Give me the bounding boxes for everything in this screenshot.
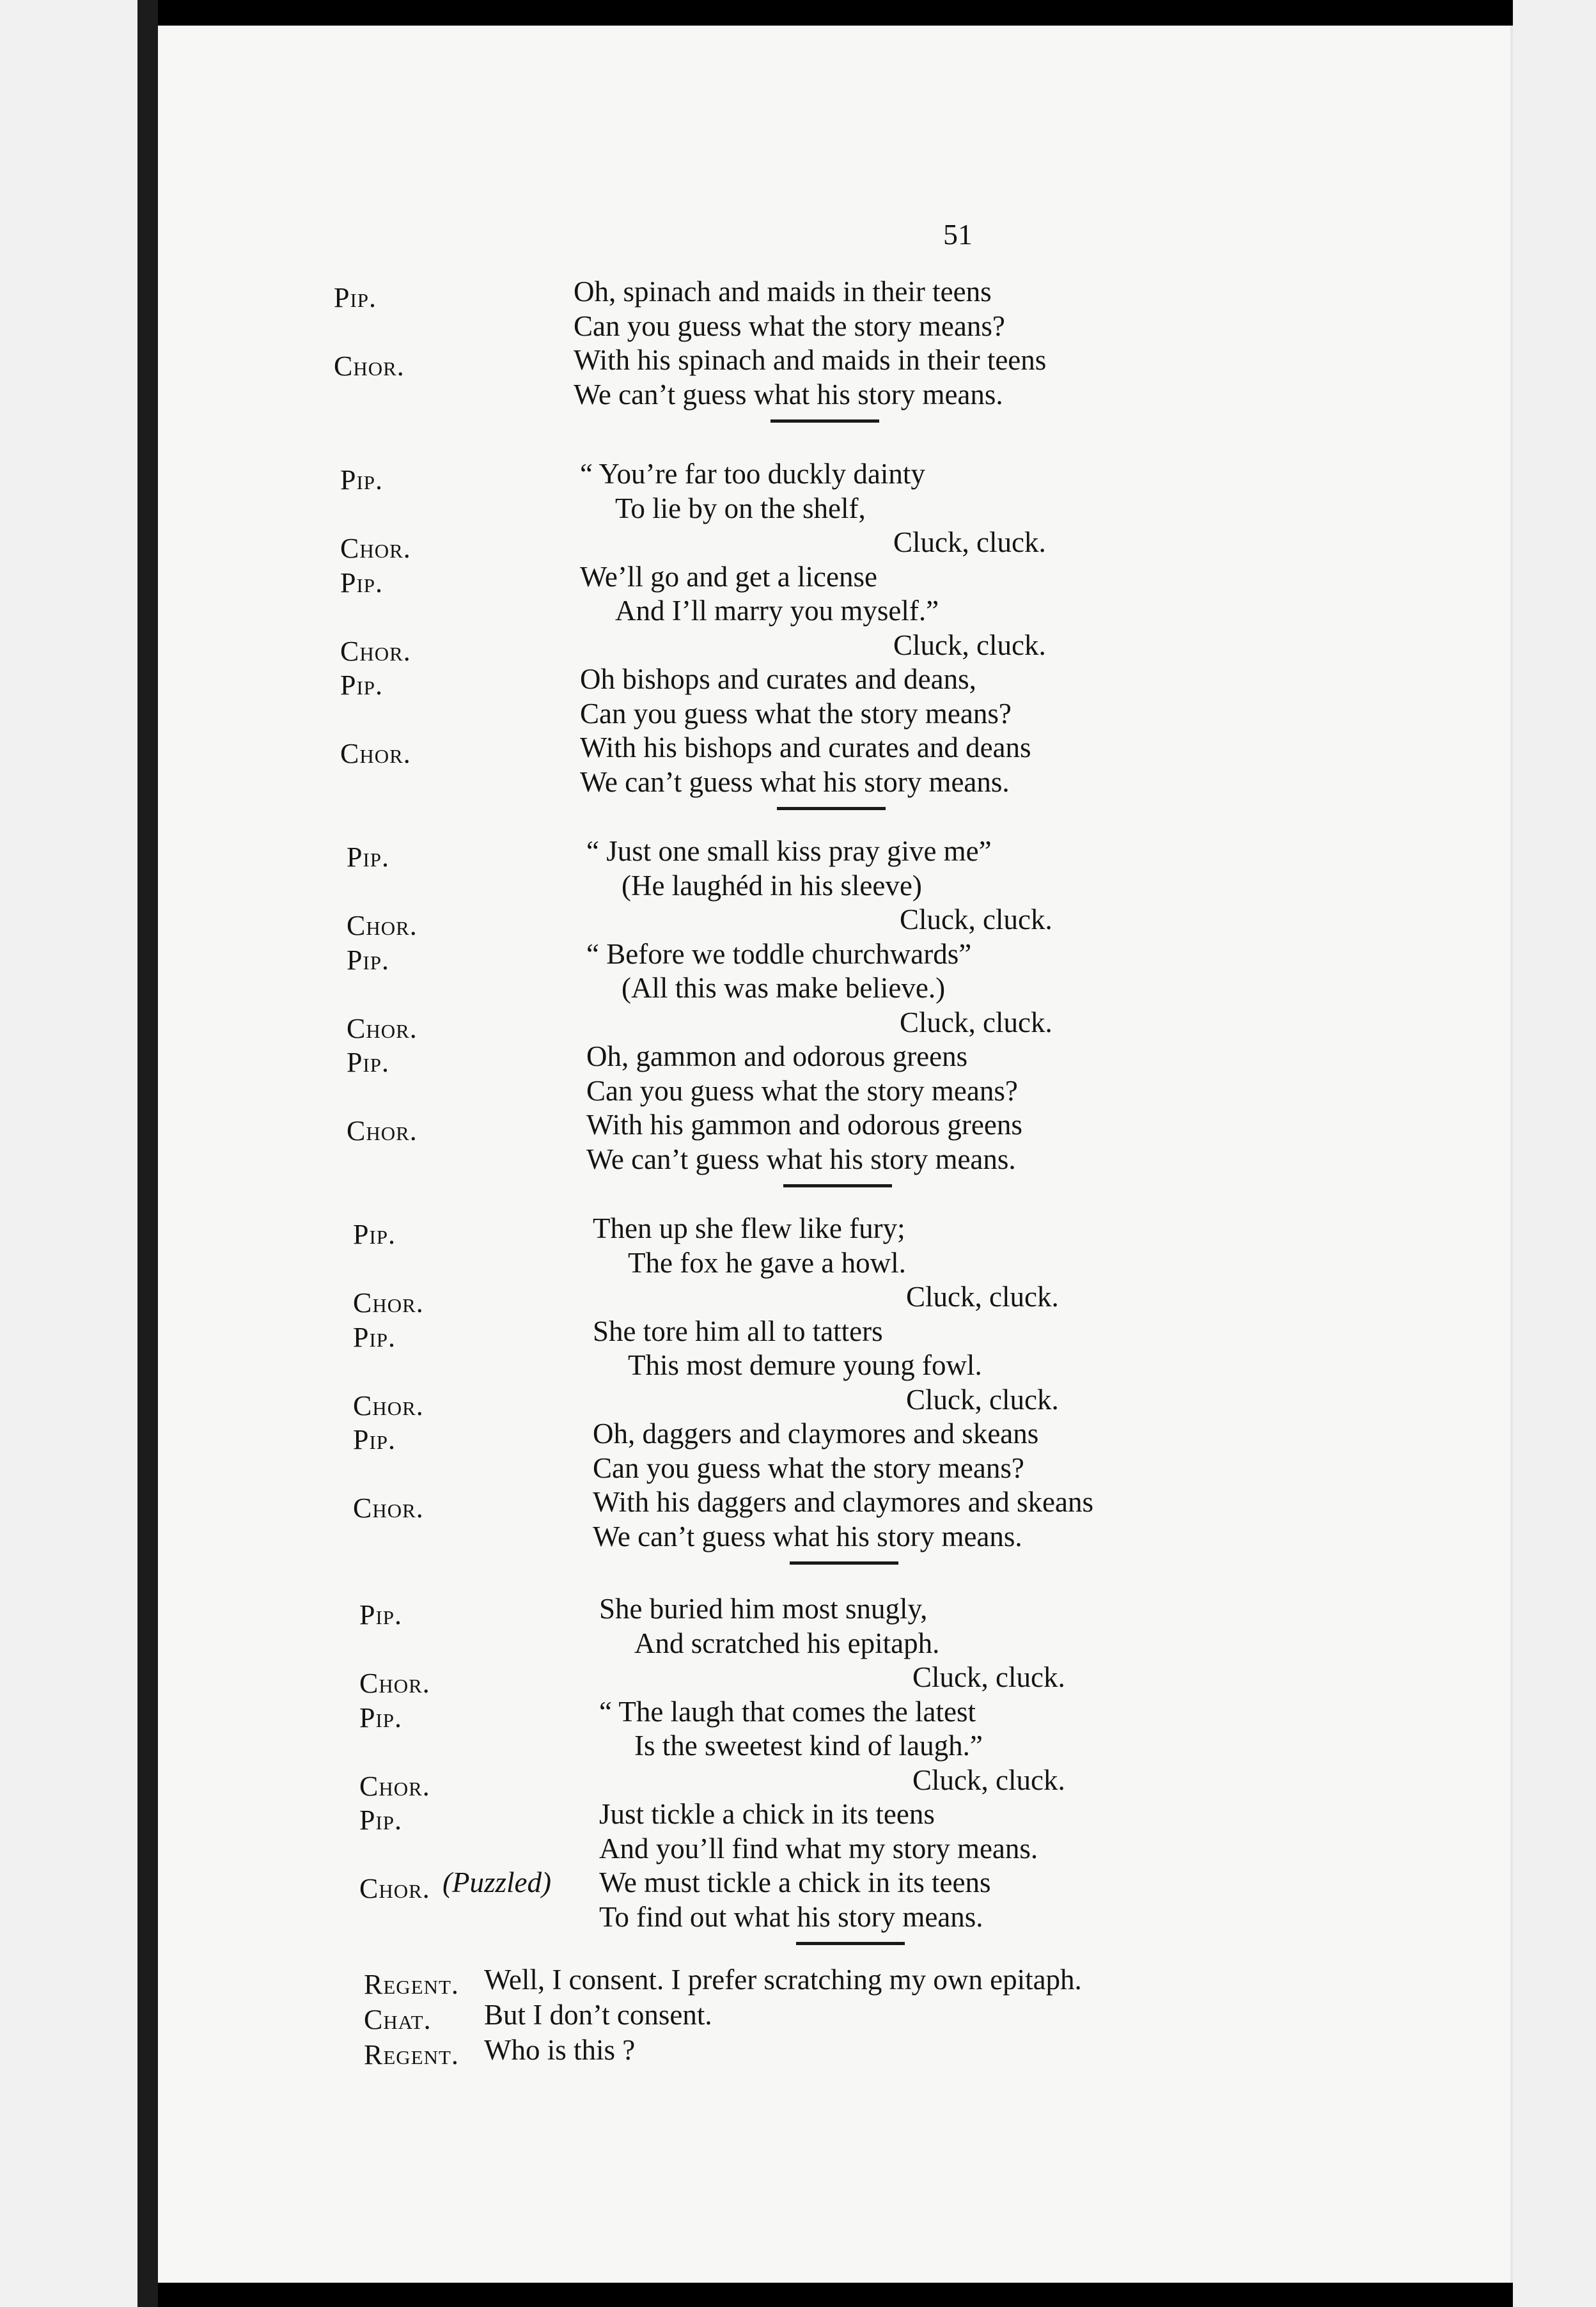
- verse-line: Can you guess what the story means?: [574, 309, 1005, 342]
- speaker-label: Chor.: [359, 1668, 430, 1699]
- verse-line: Cluck, cluck.: [906, 1281, 1059, 1313]
- stanza-divider: [771, 419, 879, 423]
- verse-line: Cluck, cluck.: [912, 1661, 1065, 1693]
- verse-line: To find out what his story means.: [599, 1900, 983, 1933]
- speaker-label: Pip.: [347, 944, 390, 976]
- speaker-label: Chor.: [340, 738, 411, 769]
- verse-line: To lie by on the shelf,: [615, 492, 866, 524]
- speaker-label: Pip.: [340, 464, 384, 496]
- stanza-divider: [777, 807, 886, 810]
- speaker-label: Pip.: [353, 1321, 396, 1353]
- verse-line: “ You’re far too duckly dainty: [580, 458, 925, 490]
- book-spine: [137, 0, 158, 2307]
- verse-line: With his bishops and curates and deans: [580, 731, 1031, 763]
- dialogue-line: Well, I consent. I prefer scratching my own epitaph.: [484, 1964, 1082, 1996]
- speaker-label: Pip.: [347, 841, 390, 873]
- verse-line: We must tickle a chick in its teens: [599, 1866, 991, 1898]
- stanza-divider: [796, 1942, 905, 1945]
- speaker-label: Regent.: [364, 1969, 459, 2000]
- verse-line: This most demure young fowl.: [628, 1349, 982, 1381]
- speaker-label: Chor.: [347, 1115, 418, 1146]
- verse-line: We can’t guess what his story means.: [574, 378, 1003, 411]
- verse-line: We’ll go and get a license: [580, 560, 877, 593]
- verse-line: Then up she flew like fury;: [593, 1212, 905, 1244]
- page-edge: [1513, 0, 1596, 2307]
- verse-line: (He laughéd in his sleeve): [622, 869, 922, 902]
- verse-line: (All this was make believe.): [622, 972, 946, 1004]
- verse-line: Cluck, cluck.: [893, 629, 1046, 661]
- verse-line: “ Just one small kiss pray give me”: [586, 835, 992, 867]
- verse-line: Cluck, cluck.: [906, 1383, 1059, 1416]
- speaker-label: Pip.: [347, 1047, 390, 1078]
- speaker-label: Chor.: [347, 910, 418, 941]
- verse-line: She tore him all to tatters: [593, 1315, 883, 1347]
- page-number: 51: [943, 218, 973, 251]
- verse-line: We can’t guess what his story means.: [580, 765, 1010, 798]
- speaker-label: Pip.: [340, 567, 384, 598]
- speaker-label: Chor.: [340, 635, 411, 667]
- speaker-label: Chor.: [353, 1287, 424, 1318]
- verse-line: “ The laugh that comes the latest: [599, 1695, 976, 1728]
- verse-line: Can you guess what the story means?: [580, 697, 1012, 730]
- verse-line: We can’t guess what his story means.: [593, 1520, 1022, 1552]
- verse-line: We can’t guess what his story means.: [586, 1143, 1016, 1175]
- verse-line: Oh, spinach and maids in their teens: [574, 276, 992, 308]
- stanza-divider: [783, 1184, 892, 1187]
- speaker-label: Chat.: [364, 2004, 432, 2035]
- verse-line: Just tickle a chick in its teens: [599, 1798, 935, 1830]
- speaker-label: Regent.: [364, 2039, 459, 2070]
- speaker-label: Pip.: [359, 1804, 403, 1836]
- speaker-label: Chor.: [347, 1012, 418, 1044]
- dialogue-line: Who is this ?: [484, 2034, 636, 2066]
- verse-line: With his gammon and odorous greens: [586, 1109, 1022, 1141]
- speaker-label: Chor.: [340, 533, 411, 564]
- verse-line: Oh, gammon and odorous greens: [586, 1040, 968, 1072]
- verse-line: With his spinach and maids in their teens: [574, 344, 1047, 376]
- verse-line: Cluck, cluck.: [912, 1763, 1065, 1796]
- verse-line: Cluck, cluck.: [900, 1006, 1052, 1038]
- verse-line: Cluck, cluck.: [893, 526, 1046, 558]
- speaker-label: Pip.: [353, 1219, 396, 1250]
- verse-line: Oh bishops and curates and deans,: [580, 663, 976, 695]
- verse-line: And you’ll find what my story means.: [599, 1832, 1038, 1865]
- verse-line: Oh, daggers and claymores and skeans: [593, 1418, 1039, 1450]
- speaker-label: Pip.: [334, 282, 377, 313]
- facing-page: [0, 0, 137, 2307]
- speaker-label: Chor.: [359, 1873, 430, 1904]
- verse-line: And scratched his epitaph.: [634, 1627, 940, 1659]
- verse-line: With his daggers and claymores and skeans: [593, 1486, 1093, 1518]
- stanza-divider: [790, 1561, 898, 1565]
- speaker-label: Pip.: [340, 669, 384, 701]
- speaker-label: Chor.: [353, 1389, 424, 1421]
- speaker-label: Chor.: [359, 1770, 430, 1802]
- stage-direction: (Puzzled): [442, 1866, 551, 1898]
- verse-line: Is the sweetest kind of laugh.”: [634, 1730, 983, 1762]
- verse-line: She buried him most snugly,: [599, 1593, 928, 1625]
- verse-line: Can you guess what the story means?: [586, 1074, 1018, 1107]
- speaker-label: Chor.: [334, 350, 405, 382]
- speaker-label: Chor.: [353, 1492, 424, 1524]
- verse-line: Cluck, cluck.: [900, 903, 1052, 935]
- verse-line: Can you guess what the story means?: [593, 1451, 1024, 1484]
- book-page: [158, 26, 1513, 2283]
- verse-line: And I’ll marry you myself.”: [615, 595, 939, 627]
- speaker-label: Pip.: [359, 1599, 403, 1631]
- speaker-label: Pip.: [359, 1701, 403, 1733]
- dialogue-line: But I don’t consent.: [484, 1999, 712, 2031]
- verse-line: The fox he gave a howl.: [628, 1246, 906, 1279]
- verse-line: “ Before we toddle churchwards”: [586, 937, 972, 970]
- speaker-label: Pip.: [353, 1424, 396, 1455]
